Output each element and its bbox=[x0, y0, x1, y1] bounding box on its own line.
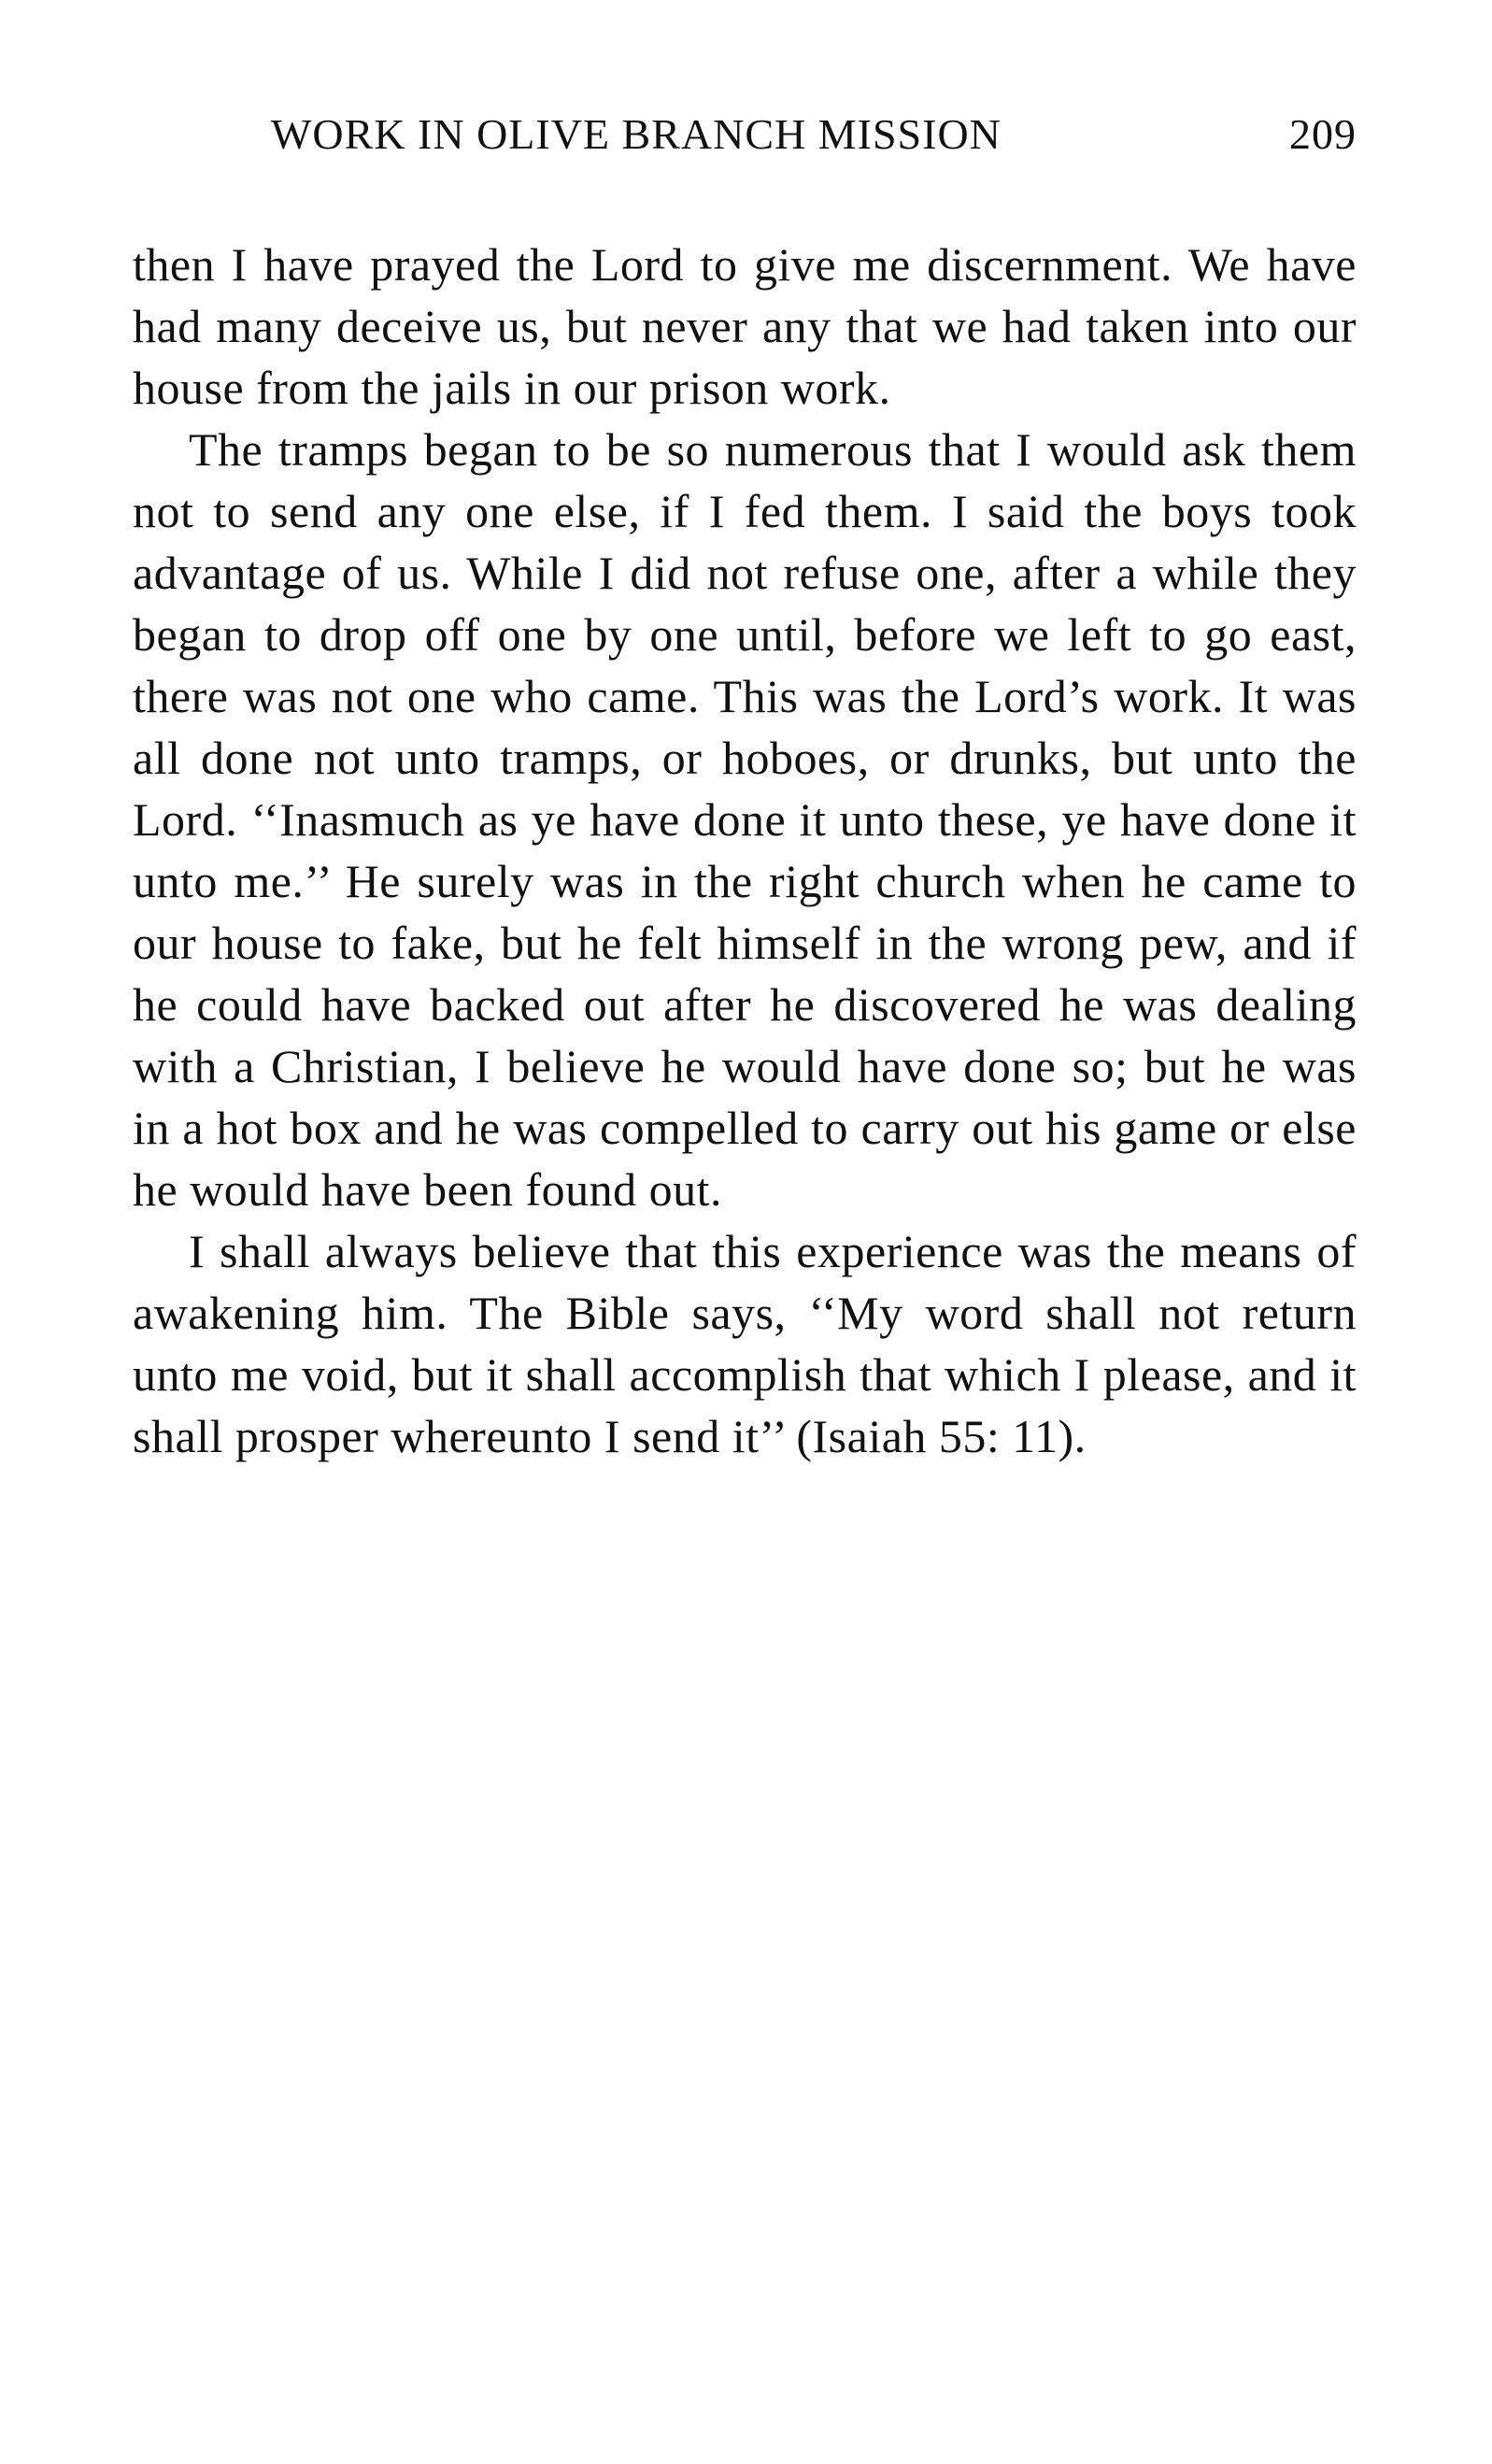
paragraph-awakening: I shall always believe that this experience was the means of awakening him. The Bible says, ‘‘My word shall not return unto me void, but it shall accomplish that which I please, and it shall prosper whereunto I send it’’ (Isaiah 55: 11). bbox=[133, 1225, 1357, 1462]
paragraph-continuation: then I have prayed the Lord to give me discernment. We have had many deceive us, but never any that we had taken into our house from the jails in our prison work. bbox=[133, 238, 1357, 414]
running-header bbox=[271, 109, 1357, 175]
paragraph-tramps: The tramps began to be so numerous that I would ask them not to send any one else, if I fed them. I said the boys took advantage of us. While I did not refuse one, after a while they began to drop off one by one until, before we left to go east, there was not one who came. This was the Lord’s work. It was all done not unto tramps, or hoboes, or drunks, but unto the Lord. ‘‘Inasmuch as ye have done it unto these, ye have done it unto me.’’ He surely was in the right church when he came to our house to fake, but he felt himself in the wrong pew, and if he could have backed out after he discovered he was dealing with a Christian, I believe he would have done so; but he was in a hot box and he was compelled to carry out his game or else he would have been found out. bbox=[133, 423, 1357, 1216]
running-title: WORK IN OLIVE BRANCH MISSION bbox=[271, 110, 1002, 158]
page-number: 209 bbox=[1289, 110, 1357, 158]
body-text bbox=[133, 234, 1357, 1467]
